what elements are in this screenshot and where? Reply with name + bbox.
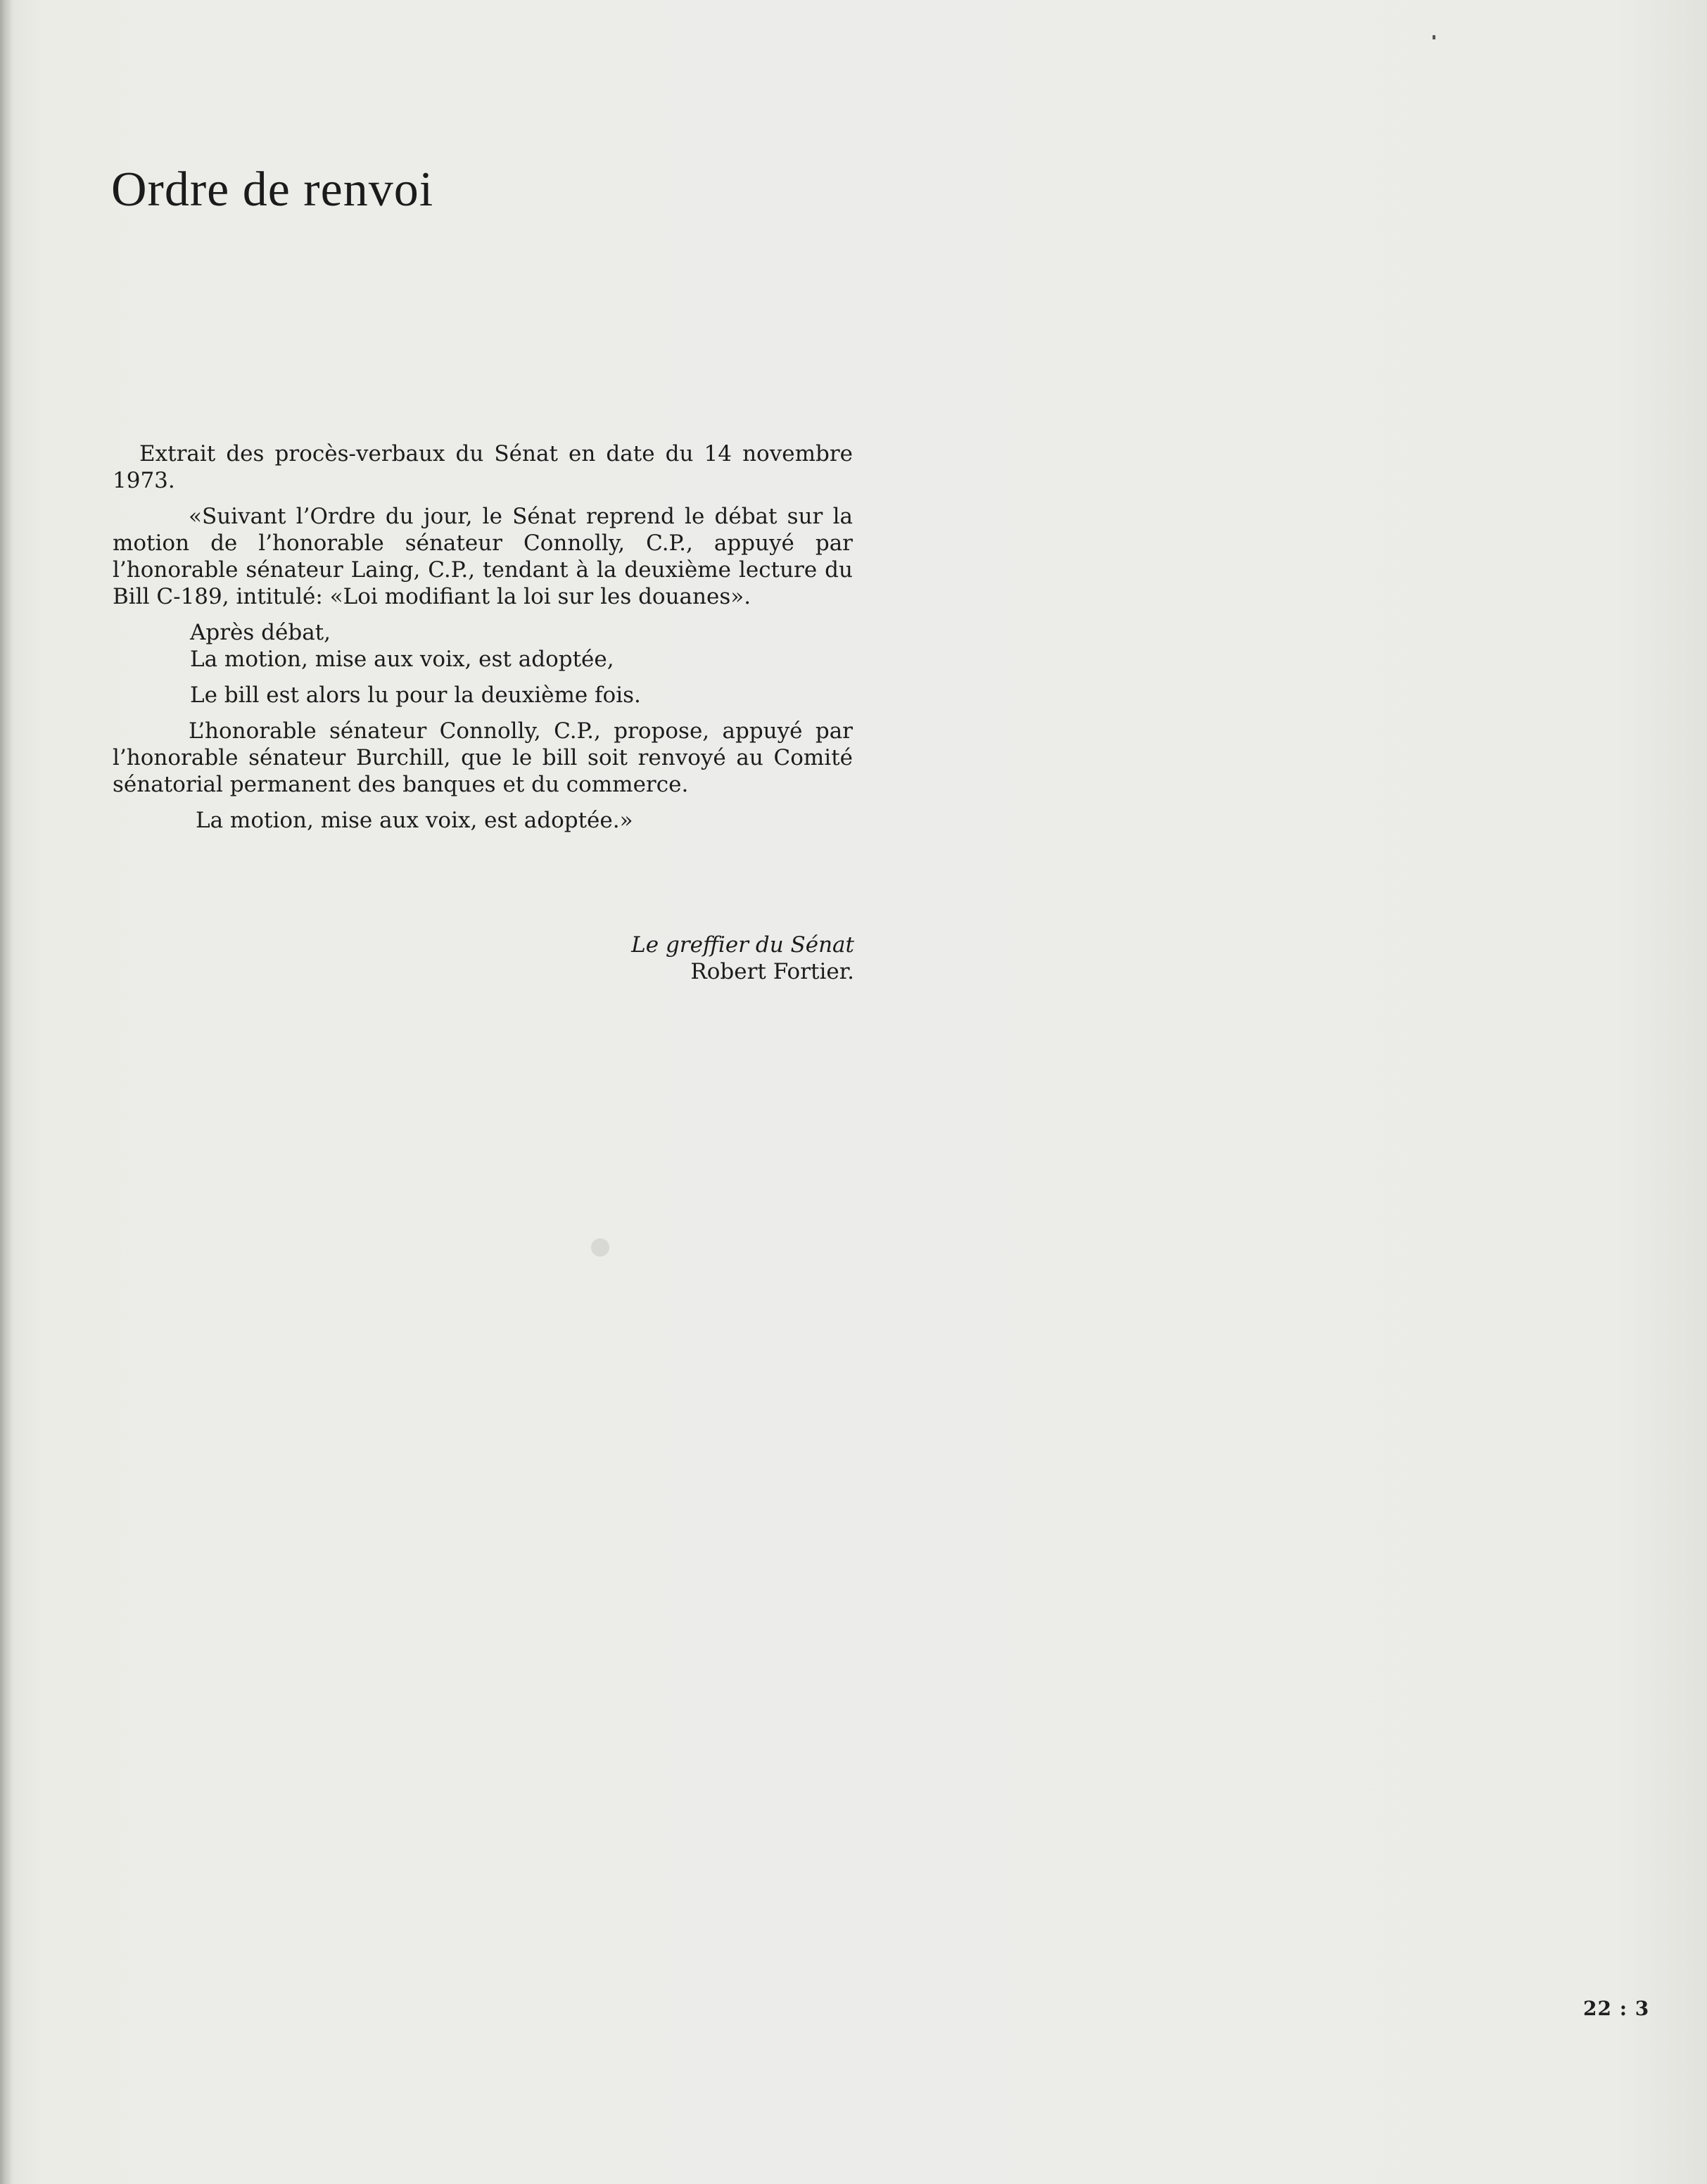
line-motion-final: [113, 807, 853, 834]
line-bill-lu: [113, 682, 853, 709]
line-apres-debat-text: Après débat,: [190, 620, 331, 645]
line-motion-adoptee-text: La motion, mise aux voix, est adoptée,: [190, 647, 614, 672]
line-motion-final-text: La motion, mise aux voix, est adoptée.»: [196, 808, 633, 833]
scan-speck: [1433, 35, 1435, 39]
signature-role: Le greffier du Sénat: [631, 932, 854, 958]
line-motion-adoptee: [113, 646, 853, 673]
signature-block: [362, 932, 854, 985]
paragraph-debate: «Suivant l’Ordre du jour, le Sénat reprend le débat sur la motion de l’honorable sénateur Connolly, C.P., appuyé par l’honorable sénateur Laing, C.P., tendant à la deuxième lecture du Bill C-189, intitulé: «Loi modifiant la loi sur les douanes».: [113, 504, 853, 609]
page-title: Ordre de renvoi: [111, 163, 434, 217]
paragraph-proposal: L’honorable sénateur Connolly, C.P., propose, appuyé par l’honorable sénateur Burchill, que le bill soit renvoyé au Comité sénatorial permanent des banques et du commerce.: [113, 718, 853, 797]
line-bill-lu-text: Le bill est alors lu pour la deuxième fois.: [190, 682, 641, 708]
line-apres-debat: [113, 619, 853, 646]
paragraph-extract: Extrait des procès-verbaux du Sénat en date du 14 novembre 1973.: [113, 441, 853, 493]
scan-smudge: [591, 1238, 609, 1257]
page-number: 22 : 3: [1583, 1997, 1650, 2020]
document-body: [113, 440, 853, 834]
signature-name: Robert Fortier.: [690, 959, 854, 984]
page-binding-edge: [0, 0, 11, 2184]
